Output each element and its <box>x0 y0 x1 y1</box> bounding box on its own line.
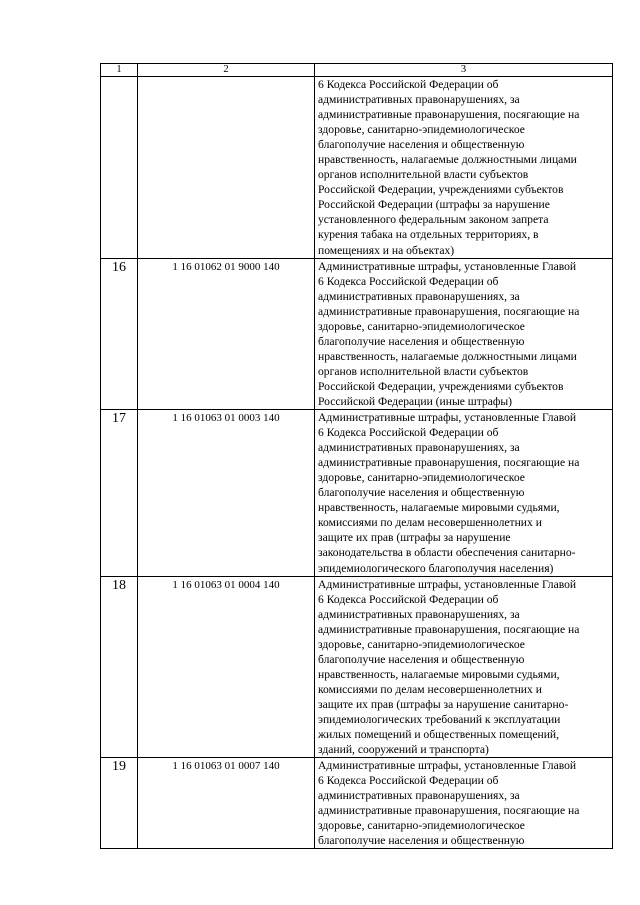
column-number-2: 2 <box>138 64 315 77</box>
column-number-row <box>101 64 613 77</box>
description-line: эпидемиологического благополучия населения) <box>318 561 554 575</box>
description-line: здоровье, санитарно-эпидемиологическое <box>318 637 525 651</box>
table-row <box>101 258 613 409</box>
table-body <box>101 64 613 849</box>
table-row <box>101 758 613 849</box>
description-line: 6 Кодекса Российской Федерации об <box>318 426 499 440</box>
description-line: Российской Федерации, учреждениями субъектов <box>318 379 564 393</box>
revenue-description <box>315 758 613 849</box>
description-line: 6 Кодекса Российской Федерации об <box>318 274 499 288</box>
description-line: зданий, сооружений и транспорта) <box>318 743 489 757</box>
description-line: здоровье, санитарно-эпидемиологическое <box>318 471 525 485</box>
description-line: органов исполнительной власти субъектов <box>318 168 529 182</box>
row-number: 18 <box>101 576 138 758</box>
description-line: 6 Кодекса Российской Федерации об <box>318 78 499 91</box>
description-line: комиссиями по делам несовершеннолетних и <box>318 516 542 530</box>
description-line: благополучие населения и общественную <box>318 334 525 348</box>
description-line: благополучие населения и общественную <box>318 138 525 152</box>
description-line: административные правонарушения, посягающие на <box>318 804 580 818</box>
budget-classification-code: 1 16 01062 01 9000 140 <box>138 258 315 409</box>
table-row <box>101 77 613 259</box>
description-line: Административные штрафы, установленные Главой <box>318 259 577 273</box>
description-line: административных правонарушениях, за <box>318 607 520 621</box>
budget-classification-code: 1 16 01063 01 0003 140 <box>138 410 315 577</box>
description-line: Российской Федерации (иные штрафы) <box>318 394 513 408</box>
description-line: Российской Федерации, учреждениями субъектов <box>318 183 564 197</box>
description-line: законодательства в области обеспечения санитарно- <box>318 546 576 560</box>
description-line: благополучие населения и общественную <box>318 486 525 500</box>
fines-table <box>100 63 613 849</box>
description-line: административных правонарушениях, за <box>318 789 520 803</box>
description-line: нравственность, налагаемые должностными лицами <box>318 153 577 167</box>
table-row <box>101 576 613 758</box>
description-line: благополучие населения и общественную <box>318 652 525 666</box>
description-line: благополучие населения и общественную <box>318 834 525 848</box>
budget-classification-code: 1 16 01063 01 0007 140 <box>138 758 315 849</box>
description-line: 6 Кодекса Российской Федерации об <box>318 774 499 788</box>
description-line: административных правонарушениях, за <box>318 441 520 455</box>
description-line: здоровье, санитарно-эпидемиологическое <box>318 123 525 137</box>
description-line: 6 Кодекса Российской Федерации об <box>318 592 499 606</box>
description-line: комиссиями по делам несовершеннолетних и <box>318 682 542 696</box>
description-line: административные правонарушения, посягающие на <box>318 304 580 318</box>
description-line: административные правонарушения, посягающие на <box>318 456 580 470</box>
description-line: Административные штрафы, установленные Главой <box>318 577 577 591</box>
revenue-description <box>315 576 613 758</box>
description-line: курения табака на отдельных территориях, в <box>318 228 539 242</box>
description-line: Административные штрафы, установленные Главой <box>318 411 577 425</box>
row-number: 16 <box>101 258 138 409</box>
description-line: эпидемиологических требований к эксплуатации <box>318 712 561 726</box>
column-number-1: 1 <box>101 64 138 77</box>
description-line: нравственность, налагаемые мировыми судьями, <box>318 667 560 681</box>
description-line: здоровье, санитарно-эпидемиологическое <box>318 819 525 833</box>
row-number <box>101 77 138 259</box>
budget-classification-code <box>138 77 315 259</box>
description-line: органов исполнительной власти субъектов <box>318 364 529 378</box>
column-number-3: 3 <box>315 64 613 77</box>
table-row <box>101 410 613 577</box>
description-line: защите их прав (штрафы за нарушение <box>318 531 511 545</box>
description-line: нравственность, налагаемые должностными лицами <box>318 349 577 363</box>
description-line: Российской Федерации (штрафы за нарушение <box>318 198 550 212</box>
revenue-description <box>315 258 613 409</box>
revenue-description <box>315 410 613 577</box>
budget-classification-code: 1 16 01063 01 0004 140 <box>138 576 315 758</box>
description-line: административные правонарушения, посягающие на <box>318 108 580 122</box>
row-number: 19 <box>101 758 138 849</box>
description-line: защите их прав (штрафы за нарушение санитарно- <box>318 697 569 711</box>
description-line: нравственность, налагаемые мировыми судьями, <box>318 501 560 515</box>
description-line: Административные штрафы, установленные Главой <box>318 759 577 773</box>
description-line: административных правонарушениях, за <box>318 289 520 303</box>
description-line: здоровье, санитарно-эпидемиологическое <box>318 319 525 333</box>
description-line: административные правонарушения, посягающие на <box>318 622 580 636</box>
description-line: жилых помещений и общественных помещений, <box>318 728 560 742</box>
description-line: административных правонарушениях, за <box>318 93 520 107</box>
description-line: установленного федеральным законом запрета <box>318 213 549 227</box>
revenue-description <box>315 77 613 259</box>
description-line: помещениях и на объектах) <box>318 243 455 257</box>
row-number: 17 <box>101 410 138 577</box>
